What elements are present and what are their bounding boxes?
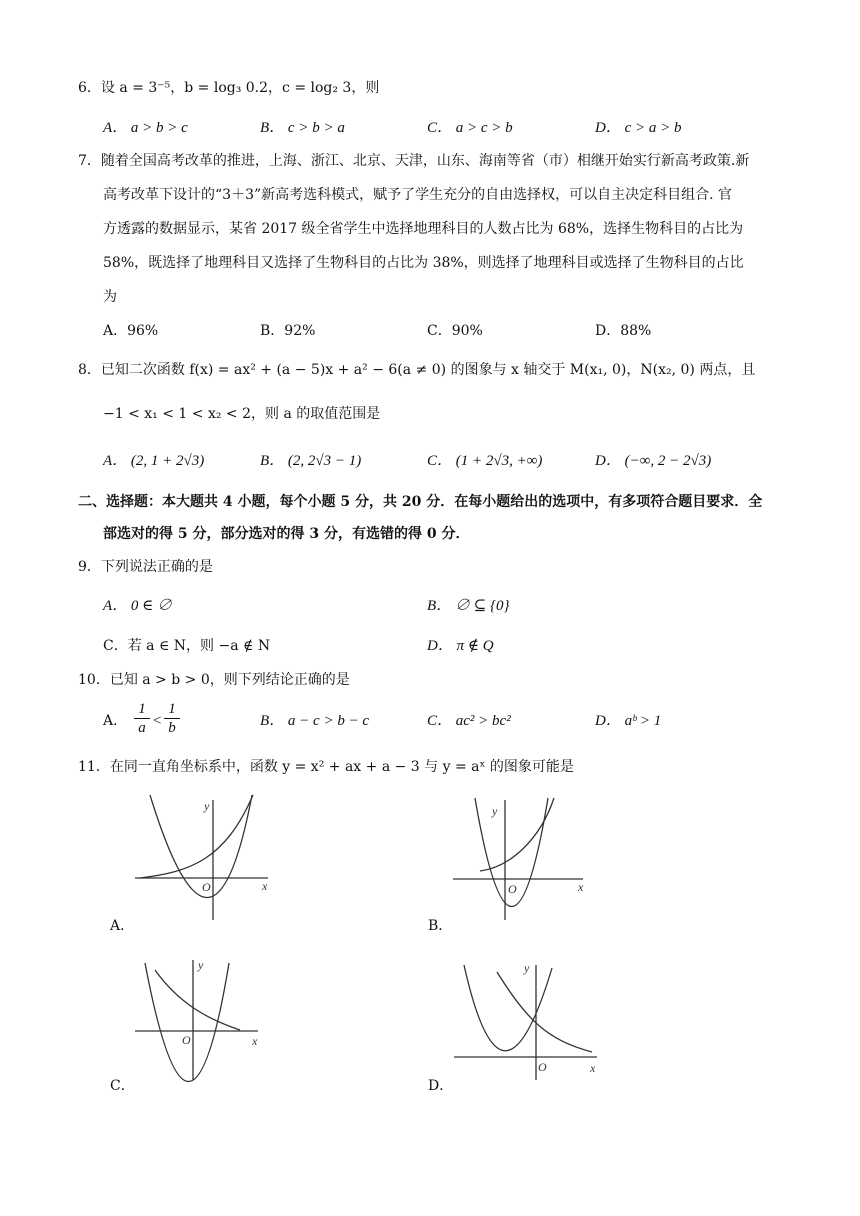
fraction-1-numerator: 1 xyxy=(134,700,150,719)
q6-option-b[interactable]: B． c > b > a xyxy=(260,120,345,136)
graph-a xyxy=(130,790,280,925)
q7-line-4: 58%，既选择了地理科目又选择了生物科目的占比为 38%，则选择了地理科目或选择了生物科目的占比 xyxy=(103,255,744,271)
graph-a-exponential xyxy=(140,795,253,878)
q10-fraction-2 xyxy=(164,700,180,737)
q11-label-b[interactable]: B． xyxy=(428,918,453,934)
q10-option-c[interactable]: C． ac² > bc² xyxy=(427,713,511,729)
q7-option-a[interactable]: A．96% xyxy=(103,323,159,339)
q10-option-d[interactable]: D． aᵇ > 1 xyxy=(595,713,662,729)
graph-a-origin: O xyxy=(202,880,211,894)
q10-less-than: < xyxy=(152,713,163,729)
q6-option-d[interactable]: D． c > a > b xyxy=(595,120,682,136)
q10-option-a[interactable] xyxy=(103,711,127,731)
graph-d-origin: O xyxy=(538,1060,547,1074)
graph-d-x-label: x xyxy=(590,1061,596,1075)
q11-label-d[interactable]: D． xyxy=(428,1078,454,1094)
q10-option-a-label: A． xyxy=(103,713,128,729)
q8-option-a[interactable]: A． (2, 1 + 2√3) xyxy=(103,453,205,469)
q7-line-1: 7．随着全国高考改革的推进，上海、浙江、北京、天津，山东、海南等省（市）相继开始实行新高考政策.新 xyxy=(78,153,750,169)
graph-a-y-label: y xyxy=(204,799,210,813)
section-heading-line-2: 部选对的得 5 分，部分选对的得 3 分，有选错的得 0 分． xyxy=(103,526,470,542)
q11-stem: 11．在同一直角坐标系中，函数 y = x² + ax + a − 3 与 y = aˣ 的图象可能是 xyxy=(78,759,574,775)
q6-option-c[interactable]: C． a > c > b xyxy=(427,120,513,136)
graph-b-origin: O xyxy=(508,882,517,896)
graph-d-exponential xyxy=(497,972,592,1052)
q6-stem: 6．设 a = 3⁻⁵，b = log₃ 0.2，c = log₂ 3，则 xyxy=(78,80,380,96)
graph-c-exponential xyxy=(155,970,240,1030)
graph-c-origin: O xyxy=(182,1033,191,1047)
q8-option-b[interactable]: B． (2, 2√3 − 1) xyxy=(260,453,362,469)
graph-d-parabola xyxy=(464,965,552,1051)
q9-option-d[interactable]: D． π ∉ Q xyxy=(427,638,494,654)
q9-option-c[interactable]: C．若 a ∈ N，则 −a ∉ N xyxy=(103,638,271,654)
q8-option-c[interactable]: C． (1 + 2√3, +∞) xyxy=(427,453,543,469)
graph-b xyxy=(450,795,590,925)
graph-c-y-label: y xyxy=(198,958,204,972)
q7-line-2: 高考改革下设计的“3＋3”新高考选科模式，赋予了学生充分的自由选择权，可以自主决定科目组合. 官 xyxy=(103,187,733,203)
q11-label-a[interactable]: A． xyxy=(110,918,135,934)
graph-a-parabola xyxy=(150,795,252,898)
q10-option-b[interactable]: B． a − c > b − c xyxy=(260,713,370,729)
q8-option-d[interactable]: D． (−∞, 2 − 2√3) xyxy=(595,453,712,469)
graph-a-x-label: x xyxy=(262,879,268,893)
q9-option-a[interactable]: A． 0 ∈ ∅ xyxy=(103,598,173,614)
q6-option-a[interactable]: A． a > b > c xyxy=(103,120,188,136)
q9-stem: 9．下列说法正确的是 xyxy=(78,559,213,575)
q7-option-d[interactable]: D．88% xyxy=(595,323,652,339)
q10-stem: 10．已知 a > b > 0，则下列结论正确的是 xyxy=(78,672,350,688)
q7-line-5: 为 xyxy=(103,289,117,305)
graph-b-x-label: x xyxy=(578,880,584,894)
q7-option-b[interactable]: B．92% xyxy=(260,323,316,339)
q11-label-c[interactable]: C． xyxy=(110,1078,135,1094)
graph-d-y-label: y xyxy=(524,961,530,975)
graph-c-x-label: x xyxy=(252,1034,258,1048)
q9-option-b[interactable]: B． ∅ ⊆ {0} xyxy=(427,598,510,614)
fraction-1-denominator: a xyxy=(138,720,146,736)
q7-line-3: 方透露的数据显示，某省 2017 级全省学生中选择地理科目的人数占比为 68%，选择生物科目的占比为 xyxy=(103,221,744,237)
fraction-2-denominator: b xyxy=(168,720,176,736)
q10-fraction-1 xyxy=(134,700,150,737)
q8-line-1: 8．已知二次函数 f(x) = ax² + (a − 5)x + a² − 6(a ≠ 0) 的图象与 x 轴交于 M(x₁, 0)，N(x₂, 0) 两点，且 xyxy=(78,362,756,378)
graph-c-parabola xyxy=(145,963,229,1082)
q7-option-c[interactable]: C．90% xyxy=(427,323,483,339)
graph-d xyxy=(452,960,602,1085)
q8-line-2: −1 < x₁ < 1 < x₂ < 2，则 a 的取值范围是 xyxy=(103,406,381,422)
graph-c xyxy=(130,955,270,1085)
fraction-2-numerator: 1 xyxy=(164,700,180,719)
section-heading-line-1: 二、选择题：本大题共 4 小题，每个小题 5 分，共 20 分．在每小题给出的选项中，有多项符合题目要求．全 xyxy=(78,494,763,510)
graph-b-y-label: y xyxy=(492,804,498,818)
